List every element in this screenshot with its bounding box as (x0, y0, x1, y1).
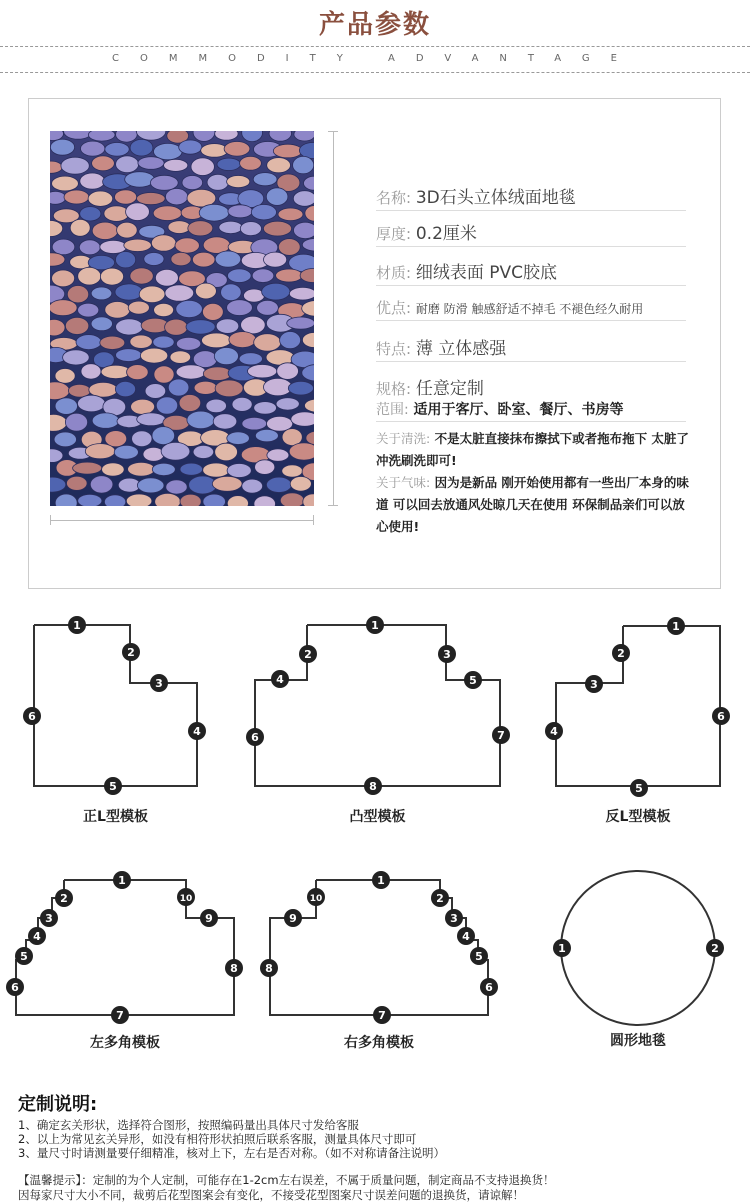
pebble (78, 303, 99, 317)
page-title: 产品参数 (318, 10, 431, 40)
pebble (227, 432, 250, 445)
spec-feature-value: 薄 立体感强 (415, 339, 507, 359)
spec-material-value: 细绒表面 PVC胶底 (415, 263, 557, 283)
pebble (115, 284, 143, 300)
number-badge-label: 2 (60, 892, 68, 905)
pebble (92, 413, 119, 428)
pebble (206, 399, 227, 413)
custom-line-1: 1、确定玄关形状，选择符合图形，按照编码量出具体尺寸发给客服 (18, 1118, 359, 1132)
pebble (267, 449, 289, 461)
pebble (156, 397, 177, 414)
pebble (91, 287, 112, 300)
number-badge-label: 4 (462, 930, 470, 943)
pebble (186, 320, 215, 334)
number-badge-label: 8 (230, 962, 238, 975)
pebble (128, 462, 155, 476)
product-photo (50, 131, 314, 506)
pebble (192, 252, 215, 267)
number-badge-label: 1 (377, 874, 385, 887)
pebble (85, 444, 115, 459)
number-badge-label: 6 (11, 981, 19, 994)
pebble (203, 463, 230, 477)
pebble (50, 191, 66, 204)
pebble (138, 157, 164, 170)
number-badge-label: 4 (33, 930, 41, 943)
pebble (254, 402, 277, 415)
pebble (227, 464, 251, 478)
pebble (61, 157, 89, 174)
pebble (70, 219, 90, 236)
pebble (166, 480, 187, 494)
pebble (115, 381, 135, 396)
number-badge-label: 4 (550, 725, 558, 738)
pebble (67, 476, 88, 490)
height-guide-tick-top (328, 131, 338, 132)
pebble (277, 363, 299, 380)
number-badge-label: 2 (304, 648, 312, 661)
pebble (90, 476, 113, 493)
pebble (50, 300, 77, 316)
pebble (137, 478, 164, 493)
pebble (232, 397, 252, 411)
pebble (203, 494, 226, 506)
pebble (203, 303, 224, 320)
pebble (65, 413, 87, 431)
number-badge-label: 10 (309, 894, 323, 904)
pebble (114, 445, 138, 459)
number-badge-label: 6 (251, 731, 259, 744)
pebble (153, 206, 182, 221)
pebble (63, 350, 90, 365)
pebble (170, 351, 191, 364)
pebble (78, 494, 102, 506)
pebble (171, 252, 191, 265)
pebble (151, 235, 176, 251)
pebble (168, 221, 190, 234)
pebble (73, 462, 102, 474)
pebble (239, 353, 262, 365)
pebble (182, 176, 203, 190)
pebble (104, 495, 125, 506)
pebble (180, 494, 201, 506)
number-badge-label: 3 (45, 912, 53, 925)
pebble (216, 319, 239, 334)
warm-tip-2: 因每家尺寸大小不同，裁剪后花型图案会有变化，不接受花型图案尺寸误差问题的退换货，请谅解！ (18, 1188, 524, 1202)
pebble (282, 465, 303, 477)
pebble (207, 174, 229, 190)
number-badge-label: 9 (205, 912, 213, 925)
pebble (132, 431, 152, 447)
pebble (202, 333, 232, 348)
pebble (152, 463, 175, 475)
pebble (164, 159, 188, 171)
custom-title: 定制说明: (18, 1094, 98, 1115)
pebble (229, 332, 256, 348)
pebble (213, 414, 237, 429)
pebble (166, 189, 188, 205)
pebble (154, 303, 174, 316)
pebble (91, 317, 112, 331)
pebble (55, 398, 77, 415)
pebble (105, 143, 129, 157)
caption-l-shape: 正L型模板 (83, 809, 148, 825)
pebble (144, 253, 164, 266)
pebble (288, 381, 313, 395)
pebble (127, 365, 149, 380)
pebble (280, 332, 301, 349)
pebble (100, 336, 125, 349)
pebble (128, 301, 149, 314)
pebble (188, 221, 213, 236)
number-badge-label: 8 (265, 962, 273, 975)
pebble (290, 477, 311, 492)
pebble (219, 221, 243, 233)
pebble (116, 156, 139, 173)
pebble (104, 206, 129, 222)
pebble (264, 252, 287, 267)
pebble (124, 239, 152, 251)
pebble (78, 395, 106, 412)
pebble (280, 493, 304, 506)
pebble (289, 287, 314, 300)
cleaning-label: 关于清洗: (376, 431, 431, 446)
spec-material (376, 258, 686, 286)
pebble (266, 188, 288, 206)
pebble (140, 348, 167, 363)
pebble (215, 251, 241, 267)
number-badge-label: 3 (450, 912, 458, 925)
pebble (176, 365, 206, 379)
pebble (52, 270, 75, 287)
number-badge-label: 5 (469, 674, 477, 687)
pebble (254, 334, 281, 351)
cleaning-value: 不是太脏直接抹布擦拭下或者拖布拖下 太脏了冲洗刷洗即可! (376, 431, 689, 468)
pebble (92, 222, 118, 239)
pebble (179, 395, 201, 412)
pebble (267, 158, 291, 173)
height-guide-tick-bottom (328, 505, 338, 506)
pebble (278, 239, 300, 256)
spec-name (376, 183, 686, 211)
pebble (76, 335, 101, 350)
pebble (255, 429, 278, 441)
pebble (248, 365, 277, 378)
cleaning-note (376, 428, 696, 472)
smell-label: 关于气味: (376, 475, 431, 490)
pebble (78, 267, 101, 285)
pebble (240, 222, 261, 236)
pebble (80, 207, 101, 221)
left-multi-outline (16, 880, 234, 1015)
pebble (50, 139, 74, 155)
custom-line-2: 2、以上为常见玄关异形，如没有相符形状拍照后联系客服，测量具体尺寸即可 (18, 1132, 417, 1146)
caption-right-multi: 右多角模板 (344, 1035, 414, 1051)
pebble (180, 463, 203, 475)
pebble (217, 158, 241, 170)
number-badge-label: 10 (179, 894, 193, 904)
pebble (224, 142, 250, 157)
smell-note (376, 472, 696, 538)
pebble (221, 284, 242, 301)
right-multi-outline (270, 880, 488, 1015)
width-guide (50, 520, 314, 521)
spec-feature-label: 特点: (376, 340, 412, 358)
pebble (131, 399, 155, 414)
pebble (227, 300, 253, 316)
spec-name-label: 名称: (376, 189, 412, 207)
pebble (165, 319, 188, 335)
pebble (81, 364, 101, 379)
divider-top (0, 46, 750, 47)
pebble (176, 337, 200, 350)
pebble (145, 384, 166, 399)
pebble (116, 252, 136, 268)
pebble (139, 286, 165, 303)
l-shape-outline (34, 625, 197, 786)
caption-reverse-l: 反L型模板 (605, 809, 671, 825)
pebble (257, 300, 279, 315)
number-badge-label: 5 (20, 950, 28, 963)
spec-scope-label: 范围: (376, 402, 409, 418)
pebble (175, 238, 199, 253)
number-badge-label: 3 (155, 677, 163, 690)
number-badge-label: 8 (369, 780, 377, 793)
pebble (289, 443, 314, 460)
pebble (154, 366, 174, 383)
pebble (117, 222, 138, 238)
number-badge-label: 1 (558, 942, 566, 955)
pebble (52, 239, 75, 255)
number-badge-label: 1 (672, 620, 680, 633)
number-badge-label: 5 (635, 782, 643, 795)
warm-tip-1: 【温馨提示】：定制的为个人定制，可能存在1-2cm左右误差，不属于质量问题，制定商品不支持退换货！ (18, 1173, 555, 1187)
pebble (187, 411, 215, 429)
number-badge-label: 4 (276, 673, 284, 686)
pebble (193, 445, 214, 458)
number-badge-label: 1 (371, 619, 379, 632)
pebble (199, 204, 229, 221)
pebble (161, 442, 190, 460)
pebble (215, 443, 238, 461)
pebble (255, 460, 275, 475)
pebble (150, 175, 178, 190)
pebble (64, 190, 89, 204)
number-badge-label: 9 (289, 912, 297, 925)
pebble (215, 380, 243, 397)
page-subtitle: COMMODITY ADVANTAGE (112, 53, 638, 64)
number-badge-label: 2 (436, 892, 444, 905)
pebble (212, 476, 242, 491)
number-badge-label: 1 (73, 619, 81, 632)
number-badge-label: 6 (717, 710, 725, 723)
pebble (263, 221, 291, 236)
pebble (228, 205, 253, 218)
pebble (115, 190, 137, 204)
number-badge-label: 7 (378, 1009, 386, 1022)
pebble (242, 417, 267, 430)
number-badge-label: 7 (116, 1009, 124, 1022)
pebble (130, 335, 152, 348)
pebble (92, 156, 115, 171)
pebble (278, 208, 303, 221)
smell-value: 因为是新品 刚开始使用都有一些出厂本身的味道 可以回去放通风处晾几天在使用 环保制品亲们可以放心使用! (376, 475, 689, 534)
pebble (191, 158, 214, 176)
pebble (125, 172, 155, 187)
spec-thickness-label: 厚度: (376, 225, 412, 243)
caption-round: 圆形地毯 (610, 1033, 666, 1049)
pebble (276, 269, 303, 282)
spec-size (376, 374, 686, 401)
pebble (251, 205, 276, 220)
divider-bottom (0, 72, 750, 73)
spec-size-label: 规格: (376, 380, 412, 398)
number-badge-label: 3 (590, 678, 598, 691)
pebble (214, 348, 238, 365)
caption-convex: 凸型模板 (349, 809, 406, 825)
spec-scope-value: 适用于客厅、卧室、餐厅、书房等 (413, 402, 624, 418)
pebble (126, 203, 150, 221)
pebble (88, 191, 113, 206)
pebble (253, 173, 277, 186)
pebble (130, 268, 153, 284)
pebble (55, 369, 75, 384)
number-badge-label: 3 (443, 648, 451, 661)
pebble (264, 378, 293, 395)
pebble (79, 240, 100, 255)
pebble (116, 319, 143, 335)
spec-name-value: 3D石头立体绒面地毯 (415, 188, 576, 208)
number-badge-label: 6 (28, 710, 36, 723)
pebble (291, 412, 314, 426)
convex-outline (255, 625, 500, 786)
pebble (252, 269, 274, 283)
number-badge-label: 4 (193, 725, 201, 738)
pebble (153, 336, 174, 348)
pebble (88, 131, 115, 141)
number-badge-label: 2 (711, 942, 719, 955)
pebble (80, 173, 105, 189)
pebble (54, 432, 76, 447)
pebble (194, 381, 217, 394)
pebble (152, 427, 175, 445)
spec-scope (376, 399, 686, 422)
pebble (193, 351, 217, 368)
spec-size-value: 任意定制 (415, 379, 484, 399)
pebble (130, 139, 153, 156)
template-diagrams (0, 600, 750, 1070)
spec-advantage-value: 耐磨 防滑 触感舒适不掉毛 不褪色经久耐用 (415, 302, 644, 316)
pebble (67, 286, 88, 303)
pebble (276, 398, 299, 410)
round-outline (561, 871, 715, 1025)
pebble (242, 479, 263, 493)
spec-advantage (376, 297, 686, 321)
spec-thickness (376, 219, 686, 247)
number-badge-label: 5 (109, 780, 117, 793)
pebble (65, 317, 88, 334)
width-guide-tick-left (50, 515, 51, 525)
width-guide-tick-right (313, 515, 314, 525)
pebble (100, 268, 123, 285)
spec-material-label: 材质: (376, 264, 412, 282)
pebble (101, 365, 131, 378)
number-badge-label: 7 (497, 729, 505, 742)
pebble (179, 140, 202, 154)
pebble (266, 477, 291, 492)
caption-left-multi: 左多角模板 (90, 1035, 160, 1051)
pebble (155, 269, 178, 286)
pebble (287, 317, 314, 329)
reverse-l-outline (556, 626, 720, 786)
custom-line-3: 3、量尺寸时请测量要仔细精准，核对上下，左右是否对称。（如不对称请备注说明） (18, 1146, 446, 1160)
pebble (52, 176, 79, 191)
pebble (293, 156, 314, 173)
pebble (203, 367, 231, 381)
pebble (227, 176, 250, 188)
number-badge-label: 2 (127, 646, 135, 659)
pebble (240, 156, 262, 170)
number-badge-label: 5 (475, 950, 483, 963)
spec-feature (376, 334, 686, 362)
pebble (126, 494, 152, 506)
number-badge-label: 6 (485, 981, 493, 994)
pebble (176, 300, 203, 317)
number-badge-label: 1 (118, 874, 126, 887)
pebble (105, 302, 130, 319)
pebble (241, 316, 266, 334)
spec-thickness-value: 0.2厘米 (415, 224, 477, 244)
pebble (155, 493, 181, 506)
pebble (195, 283, 216, 299)
pebble (102, 463, 125, 476)
pebble (116, 349, 142, 362)
pebble (228, 269, 252, 283)
pebble (81, 141, 105, 156)
pebble (165, 285, 194, 301)
pebble (294, 222, 315, 238)
number-badge-label: 2 (617, 647, 625, 660)
pebble (293, 191, 314, 207)
pebble (168, 379, 189, 396)
height-guide (333, 131, 334, 506)
pebble (273, 144, 302, 158)
pebble (262, 283, 290, 300)
spec-advantage-label: 优点: (376, 299, 412, 317)
pebble (137, 413, 166, 426)
